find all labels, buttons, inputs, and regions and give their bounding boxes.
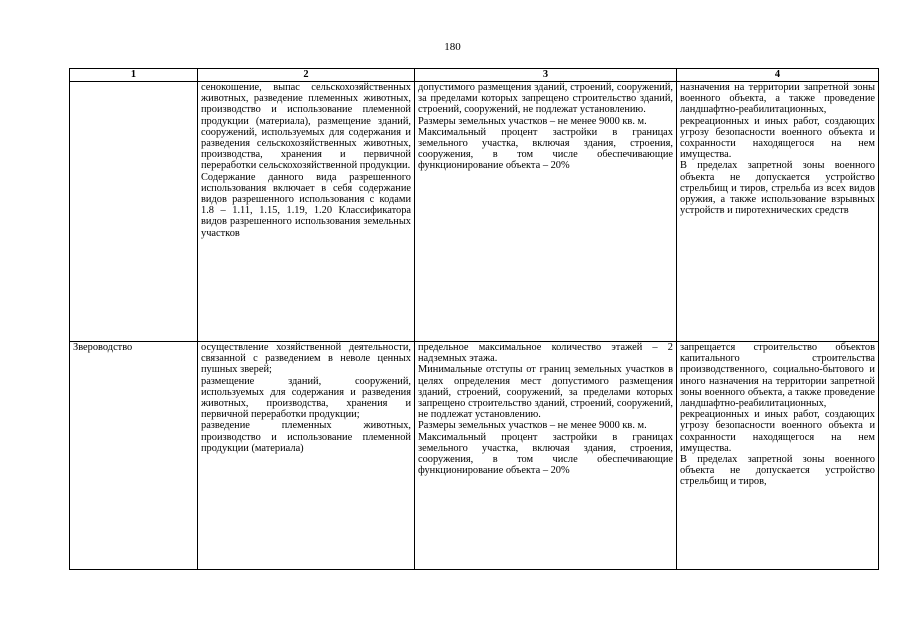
use-description-cell <box>198 342 415 570</box>
cell-paragraph: размещение зданий, сооружений, используемых для содержания и разведения животных, производства, хранения и первичной переработки продукции; <box>201 375 411 421</box>
cell-paragraph: В пределах запретной зоны военного объекта не допускается устройство стрельбищ и тиров, стрельба из всех видов оружия, а также использование взрывных устройств и пиротехнических средств <box>680 160 875 217</box>
cell-paragraph: сенокошение, выпас сельскохозяйственных животных, разведение племенных животных, производство и использование племенной продукции (материала), размещение зданий, сооружений, используемых для содержания и разведения сельскохозяйственных животных, производства, хранения и первичной переработки сельскохозяйственной продукции. <box>201 82 411 172</box>
table-row <box>70 342 879 570</box>
column-header-4: 4 <box>677 69 879 82</box>
use-type-name <box>70 82 198 342</box>
cell-paragraph: Размеры земельных участков – не менее 9000 кв. м. <box>418 420 647 432</box>
cell-paragraph: запрещается строительство объектов капитального строительства производственного, социально-бытового и иного назначения на территории запретной зоны военного объекта, а также проведение ландшафтно-реабилитационных, <box>680 342 875 410</box>
page-number: 180 <box>444 41 461 53</box>
cell-paragraph: Содержание данного вида разрешенного использования включает в себя содержание видов разрешенного использования с кодами 1.8 – 1.11, 1.15, 1.19, 1.20 Классификатора видов разрешенного использования земельных участков <box>201 171 411 239</box>
cell-paragraph: Максимальный процент застройки в границах земельного участка, включая здания, строения, сооружения, в том числе обеспечивающие функционирование объекта – 20% <box>418 431 673 477</box>
table-row <box>70 82 879 342</box>
restrictions-cell <box>677 342 879 570</box>
cell-paragraph: допустимого размещения зданий, строений, сооружений, за пределами которых запрещено строительство зданий, строений, сооружений, не подлежат установлению. <box>418 82 673 116</box>
parameters-cell <box>415 342 677 570</box>
cell-paragraph: Размеры земельных участков – не менее 9000 кв. м. <box>418 115 647 127</box>
zoning-table <box>69 68 879 570</box>
column-header-3: 3 <box>415 69 677 82</box>
parameters-cell <box>415 82 677 342</box>
column-header-2: 2 <box>198 69 415 82</box>
cell-paragraph: рекреационных и иных работ, создающих угрозу безопасности военного объекта и сохранности находящегося на нем имущества. <box>680 115 875 161</box>
cell-paragraph: Максимальный процент застройки в границах земельного участка, включая здания, строения, сооружения, в том числе обеспечивающие функционирование объекта – 20% <box>418 126 673 172</box>
cell-paragraph: осуществление хозяйственной деятельности, связанной с разведением в неволе ценных пушных зверей; <box>201 342 411 376</box>
cell-paragraph: разведение племенных животных, производство и использование племенной продукции (материала) <box>201 420 411 454</box>
column-header-1: 1 <box>70 69 198 82</box>
cell-paragraph: Минимальные отступы от границ земельных участков в целях определения мест допустимого размещения зданий, строений, сооружений, за пределами которых запрещено строительство зданий, строений, сооружений, не подлежат установлению. <box>418 364 673 421</box>
use-description-cell <box>198 82 415 342</box>
table-header-row <box>70 69 879 82</box>
use-type-name: Звероводство <box>70 342 198 570</box>
cell-paragraph: В пределах запретной зоны военного объекта не допускается устройство стрельбищ и тиров, <box>680 454 875 488</box>
cell-paragraph: предельное максимальное количество этажей – 2 надземных этажа. <box>418 342 673 365</box>
restrictions-cell <box>677 82 879 342</box>
cell-paragraph: рекреационных и иных работ, создающих угрозу безопасности военного объекта и сохранности находящегося на нем имущества. <box>680 409 875 454</box>
cell-paragraph: назначения на территории запретной зоны военного объекта, а также проведение ландшафтно-реабилитационных, <box>680 82 875 116</box>
